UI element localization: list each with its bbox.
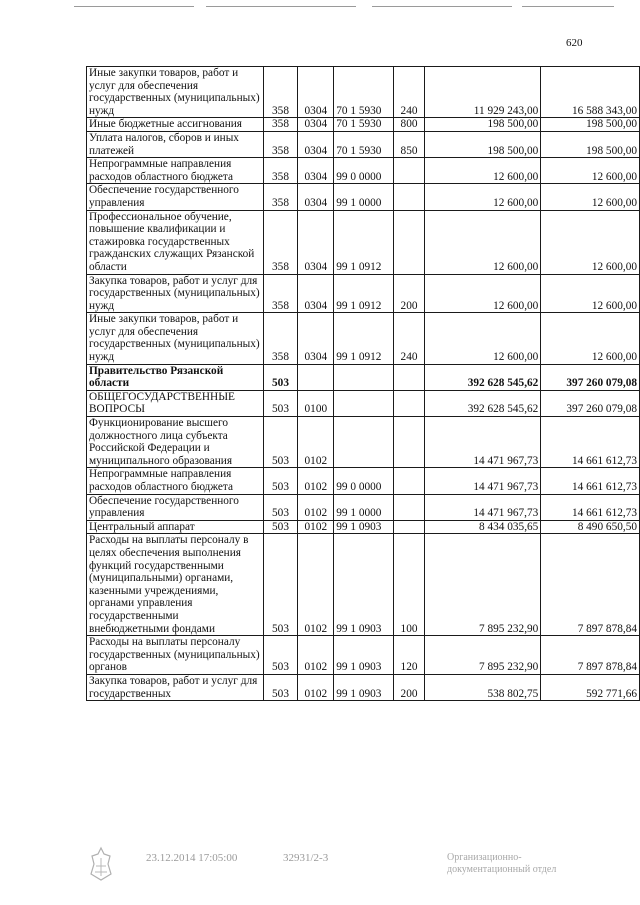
expense-name-cell: ОБЩЕГОСУДАРСТВЕННЫЕ ВОПРОСЫ bbox=[87, 390, 264, 416]
section-code-cell: 0102 bbox=[298, 468, 334, 494]
expense-type-cell: 240 bbox=[394, 313, 425, 364]
admin-code-cell: 358 bbox=[263, 313, 298, 364]
amount-2016-cell: 16 588 343,00 bbox=[541, 67, 640, 118]
table-row bbox=[87, 131, 640, 157]
expense-name-cell: Расходы на выплаты персоналу в целях обеспечения выполнения функций государственными (муниципальными) органами, казенными учреждениями, органами управления государственными внебюджетными фондами bbox=[87, 534, 264, 636]
section-code-cell: 0102 bbox=[298, 636, 334, 675]
expense-name-cell: Иные закупки товаров, работ и услуг для обеспечения государственных (муниципальных) нужд bbox=[87, 313, 264, 364]
target-article-cell bbox=[334, 390, 394, 416]
expense-name-cell: Непрограммные направления расходов областного бюджета bbox=[87, 158, 264, 184]
target-article-cell bbox=[334, 364, 394, 390]
amount-2015-cell: 392 628 545,62 bbox=[424, 364, 540, 390]
target-article-cell: 99 1 0912 bbox=[334, 313, 394, 364]
amount-2015-cell: 12 600,00 bbox=[424, 210, 540, 274]
expense-type-cell: 100 bbox=[394, 534, 425, 636]
expense-name-cell: Непрограммные направления расходов областного бюджета bbox=[87, 468, 264, 494]
expense-name-cell: Закупка товаров, работ и услуг для государственных bbox=[87, 674, 264, 700]
target-article-cell: 99 1 0903 bbox=[334, 636, 394, 675]
target-article-cell: 99 1 0903 bbox=[334, 520, 394, 534]
admin-code-cell: 503 bbox=[263, 468, 298, 494]
budget-table-body bbox=[87, 67, 640, 701]
expense-name-cell: Обеспечение государственного управления bbox=[87, 494, 264, 520]
amount-2015-cell: 11 929 243,00 bbox=[424, 67, 540, 118]
expense-type-cell bbox=[394, 494, 425, 520]
expense-type-cell: 850 bbox=[394, 131, 425, 157]
budget-table bbox=[86, 66, 640, 701]
target-article-cell: 99 1 0903 bbox=[334, 674, 394, 700]
footer-doc-number: 32931/2-3 bbox=[283, 852, 329, 864]
target-article-cell: 99 1 0000 bbox=[334, 494, 394, 520]
expense-type-cell bbox=[394, 158, 425, 184]
amount-2016-cell: 397 260 079,08 bbox=[541, 364, 640, 390]
table-row bbox=[87, 390, 640, 416]
expense-name-cell: Иные бюджетные ассигнования bbox=[87, 118, 264, 132]
expense-type-cell: 120 bbox=[394, 636, 425, 675]
expense-type-cell bbox=[394, 468, 425, 494]
section-code-cell: 0102 bbox=[298, 494, 334, 520]
table-row bbox=[87, 210, 640, 274]
section-code-cell: 0102 bbox=[298, 674, 334, 700]
amount-2016-cell: 12 600,00 bbox=[541, 274, 640, 313]
table-row bbox=[87, 158, 640, 184]
amount-2016-cell: 14 661 612,73 bbox=[541, 468, 640, 494]
target-article-cell: 99 0 0000 bbox=[334, 158, 394, 184]
admin-code-cell: 503 bbox=[263, 417, 298, 468]
footer-department-line1: Организационно- bbox=[447, 852, 522, 863]
section-code-cell: 0304 bbox=[298, 118, 334, 132]
footer-department-line2: документационный отдел bbox=[447, 864, 557, 875]
admin-code-cell: 503 bbox=[263, 364, 298, 390]
section-code-cell: 0304 bbox=[298, 274, 334, 313]
table-row bbox=[87, 313, 640, 364]
target-article-cell: 70 1 5930 bbox=[334, 67, 394, 118]
footer-department bbox=[447, 852, 556, 876]
amount-2016-cell: 7 897 878,84 bbox=[541, 636, 640, 675]
amount-2015-cell: 14 471 967,73 bbox=[424, 468, 540, 494]
section-code-cell: 0304 bbox=[298, 210, 334, 274]
expense-type-cell: 200 bbox=[394, 674, 425, 700]
admin-code-cell: 358 bbox=[263, 131, 298, 157]
expense-name-cell: Центральный аппарат bbox=[87, 520, 264, 534]
table-row bbox=[87, 468, 640, 494]
table-row bbox=[87, 118, 640, 132]
expense-type-cell bbox=[394, 364, 425, 390]
target-article-cell: 99 1 0903 bbox=[334, 534, 394, 636]
amount-2016-cell: 12 600,00 bbox=[541, 313, 640, 364]
section-code-cell: 0102 bbox=[298, 534, 334, 636]
section-code-cell: 0304 bbox=[298, 67, 334, 118]
admin-code-cell: 358 bbox=[263, 118, 298, 132]
coat-of-arms-icon bbox=[88, 846, 114, 882]
admin-code-cell: 503 bbox=[263, 636, 298, 675]
expense-name-cell: Иные закупки товаров, работ и услуг для обеспечения государственных (муниципальных) нужд bbox=[87, 67, 264, 118]
page-number: 620 bbox=[566, 37, 583, 49]
target-article-cell: 99 1 0000 bbox=[334, 184, 394, 210]
amount-2016-cell: 8 490 650,50 bbox=[541, 520, 640, 534]
expense-name-cell: Уплата налогов, сборов и иных платежей bbox=[87, 131, 264, 157]
section-code-cell: 0304 bbox=[298, 184, 334, 210]
amount-2015-cell: 392 628 545,62 bbox=[424, 390, 540, 416]
expense-type-cell bbox=[394, 184, 425, 210]
admin-code-cell: 358 bbox=[263, 67, 298, 118]
table-row bbox=[87, 184, 640, 210]
scan-top-edge bbox=[0, 6, 640, 8]
amount-2016-cell: 198 500,00 bbox=[541, 118, 640, 132]
target-article-cell: 70 1 5930 bbox=[334, 118, 394, 132]
expense-type-cell bbox=[394, 210, 425, 274]
expense-type-cell: 800 bbox=[394, 118, 425, 132]
section-code-cell: 0304 bbox=[298, 313, 334, 364]
table-row bbox=[87, 674, 640, 700]
section-code-cell: 0102 bbox=[298, 417, 334, 468]
expense-type-cell bbox=[394, 390, 425, 416]
amount-2015-cell: 198 500,00 bbox=[424, 118, 540, 132]
table-row bbox=[87, 636, 640, 675]
table-row bbox=[87, 67, 640, 118]
admin-code-cell: 358 bbox=[263, 210, 298, 274]
section-code-cell bbox=[298, 364, 334, 390]
expense-name-cell: Профессиональное обучение, повышение квалификации и стажировка государственных гражданских служащих Рязанской области bbox=[87, 210, 264, 274]
amount-2015-cell: 12 600,00 bbox=[424, 313, 540, 364]
amount-2015-cell: 12 600,00 bbox=[424, 158, 540, 184]
expense-name-cell: Функционирование высшего должностного лица субъекта Российской Федерации и муниципального образования bbox=[87, 417, 264, 468]
amount-2016-cell: 7 897 878,84 bbox=[541, 534, 640, 636]
admin-code-cell: 503 bbox=[263, 494, 298, 520]
section-code-cell: 0102 bbox=[298, 520, 334, 534]
table-row bbox=[87, 364, 640, 390]
expense-name-cell: Правительство Рязанской области bbox=[87, 364, 264, 390]
table-row bbox=[87, 274, 640, 313]
amount-2015-cell: 14 471 967,73 bbox=[424, 417, 540, 468]
amount-2015-cell: 8 434 035,65 bbox=[424, 520, 540, 534]
expense-type-cell bbox=[394, 520, 425, 534]
amount-2016-cell: 397 260 079,08 bbox=[541, 390, 640, 416]
target-article-cell: 99 0 0000 bbox=[334, 468, 394, 494]
expense-type-cell bbox=[394, 417, 425, 468]
amount-2016-cell: 592 771,66 bbox=[541, 674, 640, 700]
admin-code-cell: 358 bbox=[263, 184, 298, 210]
amount-2015-cell: 7 895 232,90 bbox=[424, 636, 540, 675]
table-row bbox=[87, 520, 640, 534]
amount-2016-cell: 12 600,00 bbox=[541, 184, 640, 210]
amount-2016-cell: 14 661 612,73 bbox=[541, 417, 640, 468]
admin-code-cell: 503 bbox=[263, 534, 298, 636]
target-article-cell: 99 1 0912 bbox=[334, 274, 394, 313]
admin-code-cell: 358 bbox=[263, 158, 298, 184]
amount-2015-cell: 12 600,00 bbox=[424, 184, 540, 210]
amount-2015-cell: 198 500,00 bbox=[424, 131, 540, 157]
expense-type-cell: 240 bbox=[394, 67, 425, 118]
admin-code-cell: 503 bbox=[263, 520, 298, 534]
table-row bbox=[87, 494, 640, 520]
target-article-cell: 70 1 5930 bbox=[334, 131, 394, 157]
amount-2016-cell: 198 500,00 bbox=[541, 131, 640, 157]
amount-2016-cell: 12 600,00 bbox=[541, 210, 640, 274]
section-code-cell: 0100 bbox=[298, 390, 334, 416]
section-code-cell: 0304 bbox=[298, 131, 334, 157]
expense-name-cell: Расходы на выплаты персоналу государственных (муниципальных) органов bbox=[87, 636, 264, 675]
expense-name-cell: Закупка товаров, работ и услуг для государственных (муниципальных) нужд bbox=[87, 274, 264, 313]
amount-2015-cell: 14 471 967,73 bbox=[424, 494, 540, 520]
admin-code-cell: 503 bbox=[263, 674, 298, 700]
target-article-cell bbox=[334, 417, 394, 468]
amount-2016-cell: 14 661 612,73 bbox=[541, 494, 640, 520]
admin-code-cell: 358 bbox=[263, 274, 298, 313]
expense-type-cell: 200 bbox=[394, 274, 425, 313]
expense-name-cell: Обеспечение государственного управления bbox=[87, 184, 264, 210]
amount-2015-cell: 12 600,00 bbox=[424, 274, 540, 313]
footer-timestamp: 23.12.2014 17:05:00 bbox=[146, 852, 238, 864]
table-row bbox=[87, 534, 640, 636]
section-code-cell: 0304 bbox=[298, 158, 334, 184]
admin-code-cell: 503 bbox=[263, 390, 298, 416]
target-article-cell: 99 1 0912 bbox=[334, 210, 394, 274]
table-row bbox=[87, 417, 640, 468]
amount-2016-cell: 12 600,00 bbox=[541, 158, 640, 184]
amount-2015-cell: 538 802,75 bbox=[424, 674, 540, 700]
amount-2015-cell: 7 895 232,90 bbox=[424, 534, 540, 636]
